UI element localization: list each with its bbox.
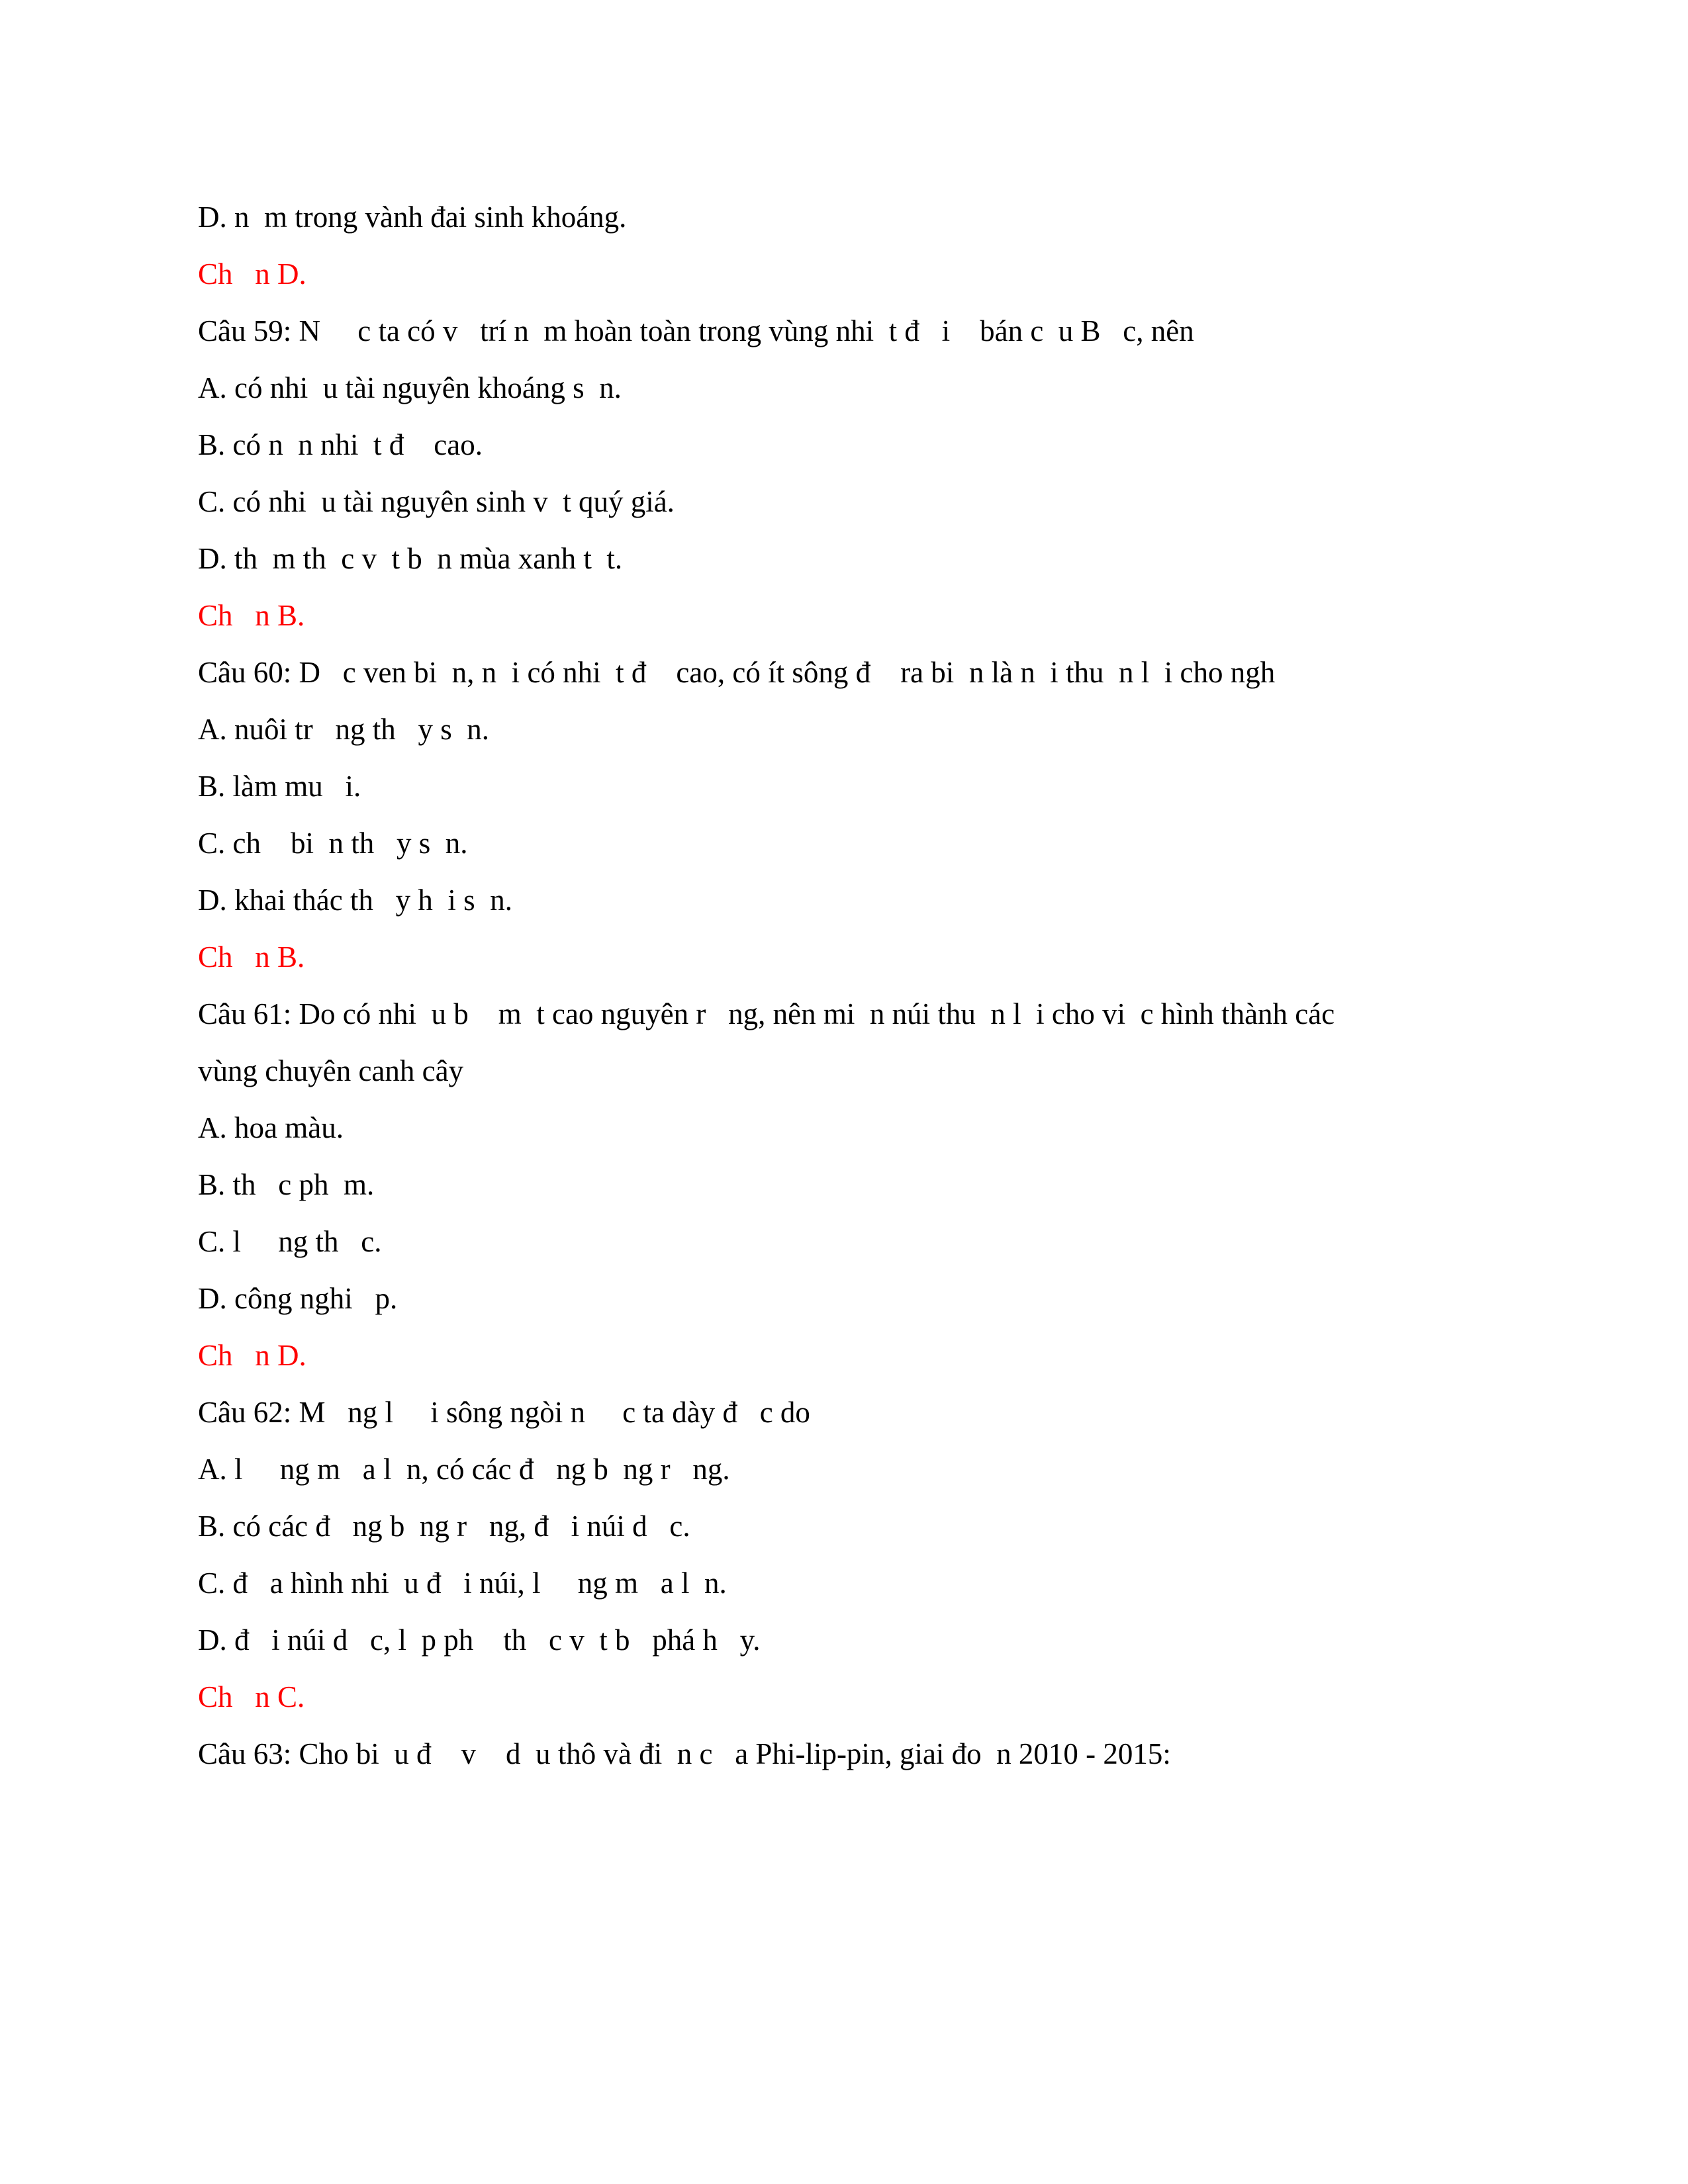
question-59: Câu 59: N c ta có v trí n m hoàn toàn trong vùng nhi t đ i bán c u B c, nên [198, 314, 1194, 347]
option-line: D. đ i núi d c, l p ph th c v t b phá h y. [198, 1623, 761, 1657]
option-line: C. l ng th c. [198, 1225, 382, 1258]
option-line: D. n m trong vành đai sinh khoáng. [198, 201, 627, 234]
option-line: C. đ a hình nhi u đ i núi, l ng m a l n. [198, 1567, 727, 1600]
option-line: C. có nhi u tài nguyên sinh v t quý giá. [198, 485, 675, 518]
answer-line: Ch n B. [198, 940, 305, 974]
option-line: C. ch bi n th y s n. [198, 827, 468, 860]
option-line: B. có n n nhi t đ cao. [198, 428, 483, 461]
answer-line: Ch n C. [198, 1680, 305, 1713]
question-62: Câu 62: M ng l i sông ngòi n c ta dày đ c do [198, 1396, 810, 1429]
question-61-continuation: vùng chuyên canh cây [198, 1054, 464, 1087]
answer-line: Ch n B. [198, 599, 305, 632]
option-line: A. l ng m a l n, có các đ ng b ng r ng. [198, 1453, 730, 1486]
option-line: B. có các đ ng b ng r ng, đ i núi d c. [198, 1510, 690, 1543]
answer-line: Ch n D. [198, 257, 306, 291]
answer-line: Ch n D. [198, 1339, 306, 1372]
option-line: A. hoa màu. [198, 1111, 344, 1144]
option-line: B. làm mu i. [198, 770, 361, 803]
option-line: D. khai thác th y h i s n. [198, 884, 512, 917]
option-line: A. nuôi tr ng th y s n. [198, 713, 490, 746]
question-60: Câu 60: D c ven bi n, n i có nhi t đ cao, có ít sông đ ra bi n là n i thu n l i cho ngh [198, 656, 1276, 689]
option-line: A. có nhi u tài nguyên khoáng s n. [198, 371, 622, 404]
question-61: Câu 61: Do có nhi u b m t cao nguyên r ng, nên mi n núi thu n l i cho vi c hình thành các [198, 997, 1335, 1030]
option-line: D. công nghi p. [198, 1282, 398, 1315]
option-line: D. th m th c v t b n mùa xanh t t. [198, 542, 623, 575]
question-63: Câu 63: Cho bi u đ v d u thô và đi n c a Phi-lip-pin, giai đo n 2010 - 2015: [198, 1737, 1171, 1770]
option-line: B. th c ph m. [198, 1168, 375, 1201]
